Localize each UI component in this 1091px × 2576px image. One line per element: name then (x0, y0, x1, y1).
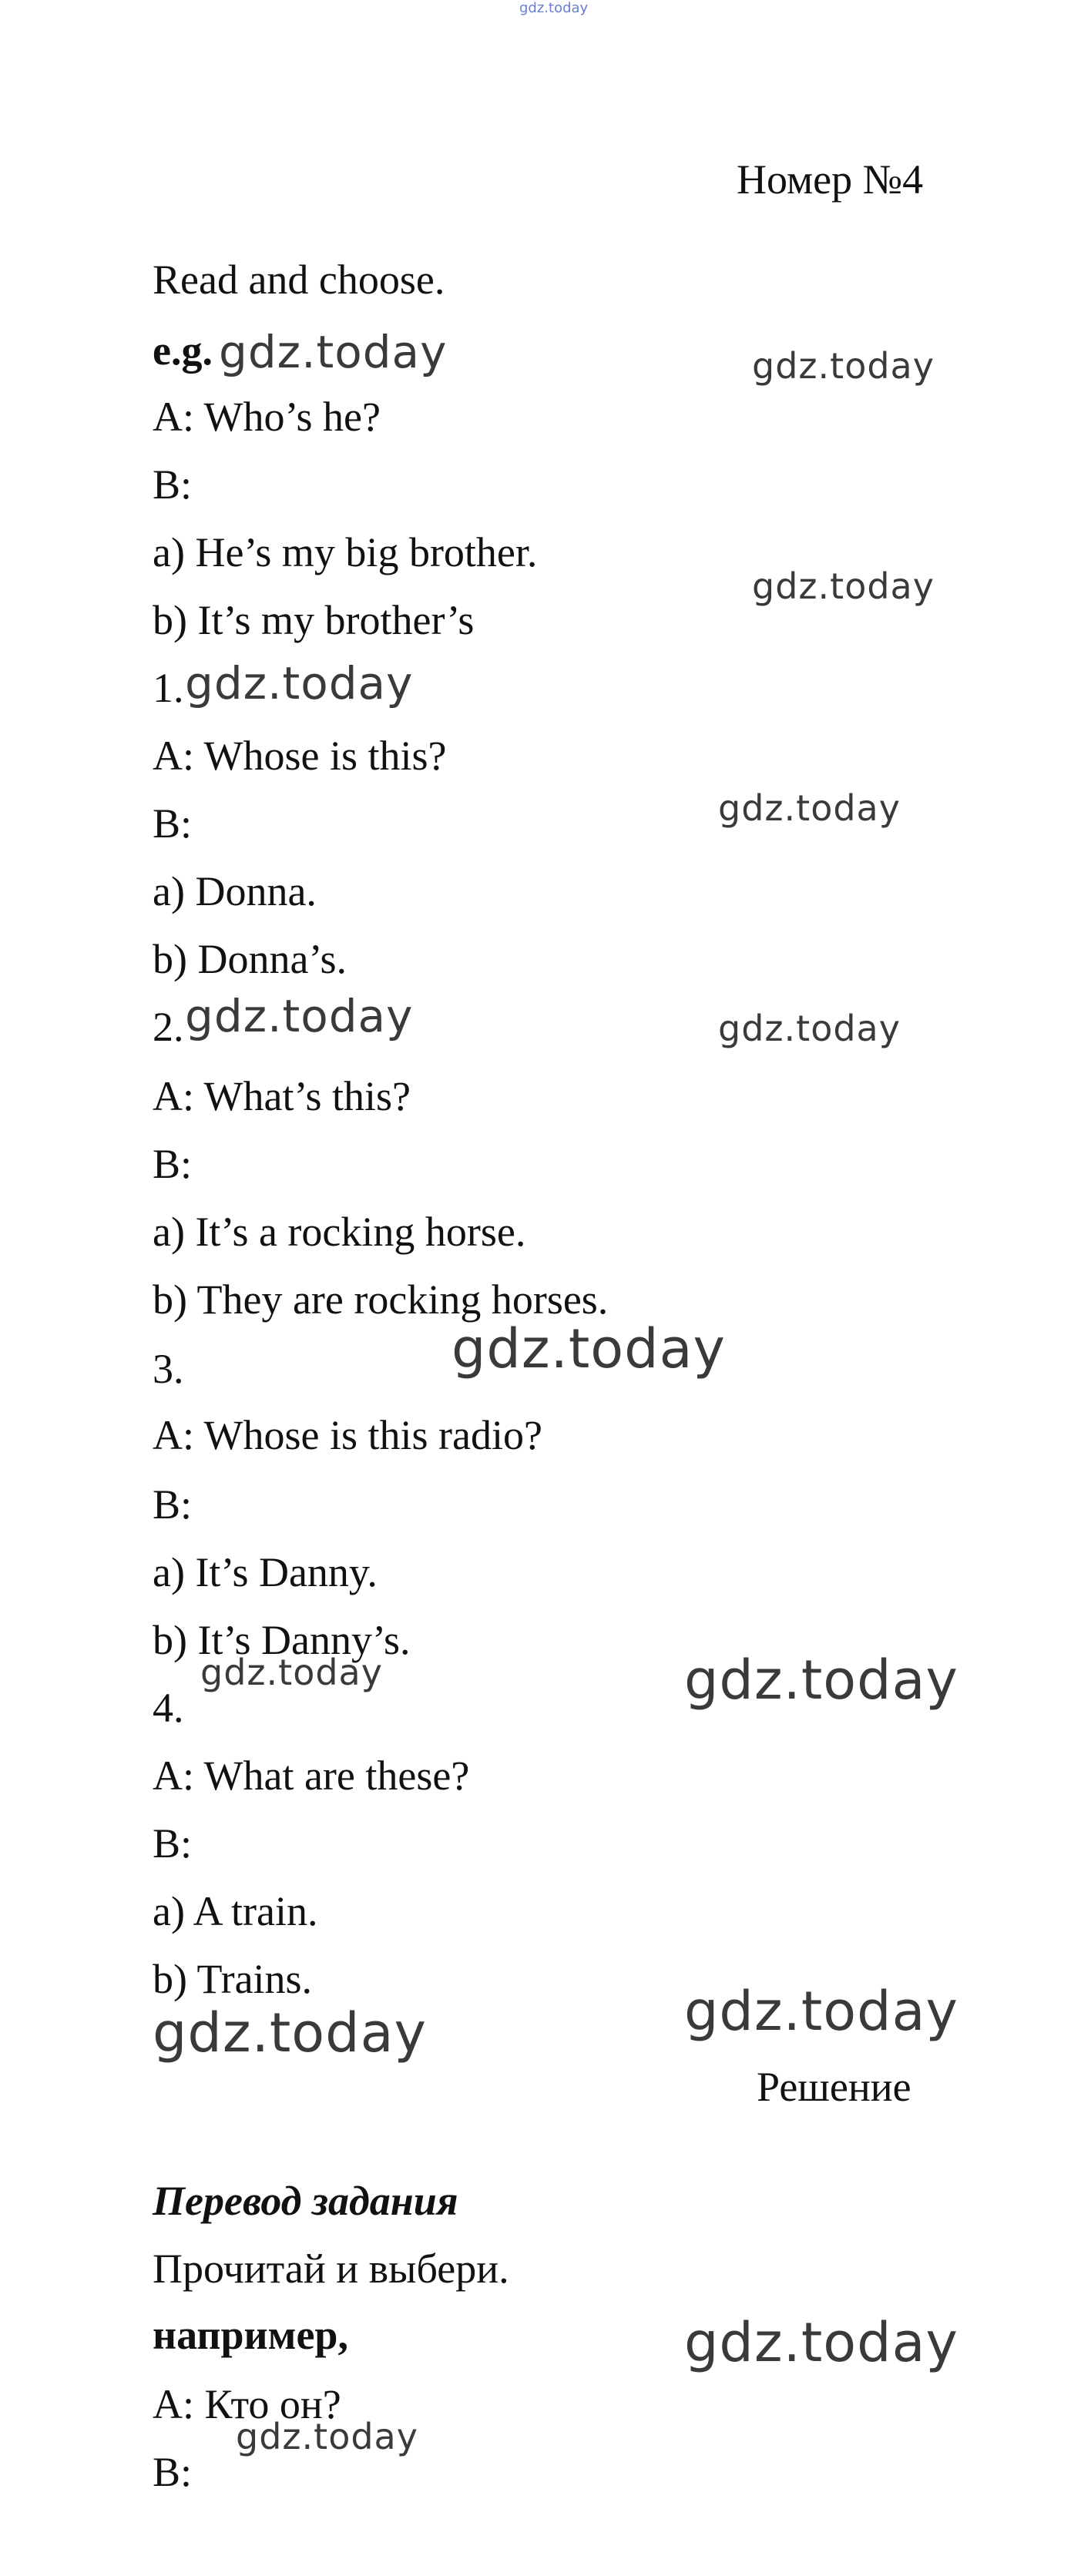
watermark-top: gdz.today (519, 0, 589, 16)
item-number: 1. (153, 665, 184, 711)
item-answer-prefix: B: (153, 1820, 193, 1867)
translation-example-label: например, (153, 2312, 348, 2358)
example-option-b: b) It’s my brother’s (153, 597, 475, 643)
watermark: gdz.today (185, 657, 414, 709)
solution-heading: Решение (757, 2064, 911, 2110)
watermark: gdz.today (452, 1317, 726, 1380)
watermark: gdz.today (236, 2416, 418, 2457)
example-option-a: a) He’s my big brother. (153, 529, 538, 575)
item-option-b: b) They are rocking horses. (153, 1276, 609, 1323)
item-option-a: a) It’s Danny. (153, 1549, 378, 1595)
watermark: gdz.today (684, 1649, 958, 1712)
exercise-number: Номер №4 (737, 156, 924, 203)
translation-instruction: Прочитай и выбери. (153, 2246, 509, 2292)
item-number: 3. (153, 1346, 184, 1392)
watermark: gdz.today (752, 565, 935, 607)
watermark: gdz.today (684, 2311, 958, 2374)
example-label: e.g. (153, 327, 213, 374)
watermark: gdz.today (718, 1008, 901, 1049)
item-option-b: b) Trains. (153, 1956, 313, 2002)
instruction: Read and choose. (153, 257, 445, 303)
item-number: 4. (153, 1685, 184, 1731)
item-option-a: a) It’s a rocking horse. (153, 1209, 526, 1255)
example-answer-prefix: B: (153, 461, 193, 508)
watermark: gdz.today (185, 990, 414, 1042)
translation-answer-prefix: В: (153, 2449, 193, 2495)
item-question: A: What’s this? (153, 1073, 411, 1119)
item-answer-prefix: B: (153, 1481, 193, 1528)
item-number: 2. (153, 1004, 184, 1050)
item-option-b: b) It’s Danny’s. (153, 1617, 411, 1663)
item-answer-prefix: B: (153, 800, 193, 847)
watermark: gdz.today (153, 2001, 427, 2064)
item-answer-prefix: B: (153, 1141, 193, 1187)
example-question: A: Who’s he? (153, 394, 381, 440)
item-option-b: b) Donna’s. (153, 936, 347, 982)
item-question: A: Whose is this radio? (153, 1412, 542, 1458)
item-question: A: What are these? (153, 1753, 470, 1799)
watermark: gdz.today (200, 1652, 383, 1693)
watermark: gdz.today (684, 1980, 958, 2043)
watermark: gdz.today (752, 345, 935, 387)
translation-title: Перевод задания (153, 2178, 458, 2224)
item-option-a: a) A train. (153, 1888, 318, 1934)
translation-question: А: Кто он? (153, 2381, 341, 2427)
item-question: A: Whose is this? (153, 733, 447, 779)
watermark: gdz.today (718, 787, 901, 829)
watermark: gdz.today (219, 326, 448, 378)
item-option-a: a) Donna. (153, 868, 317, 914)
